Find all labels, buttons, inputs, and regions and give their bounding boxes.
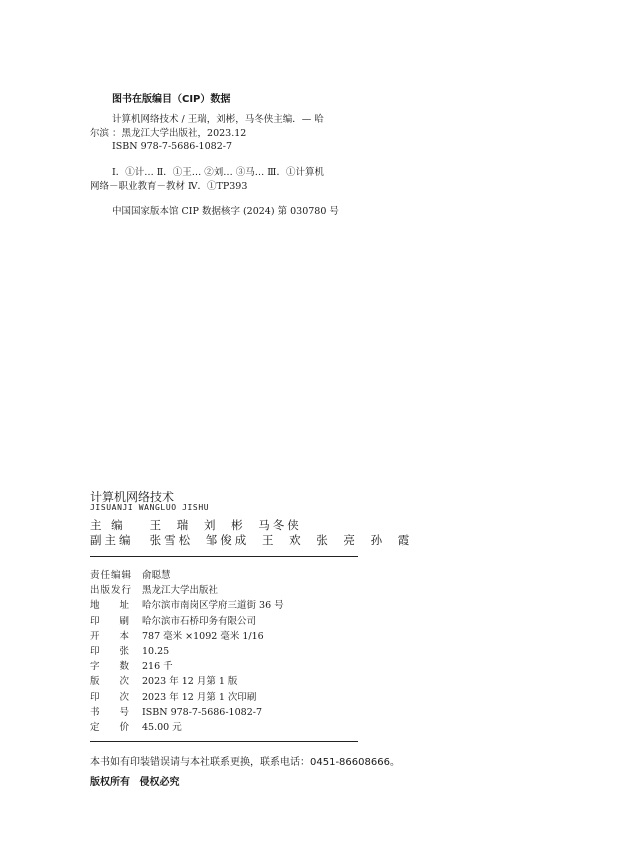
chief-editor-label: 主 编 bbox=[90, 518, 126, 532]
divider-top bbox=[90, 556, 358, 557]
chief-editor-names: 王 瑞 刘 彬 马冬侠 bbox=[149, 518, 302, 532]
book-pinyin: JISUANJI WANGLUO JISHU bbox=[90, 503, 210, 512]
info-row-isbn bbox=[90, 705, 284, 720]
info-value: 216 千 bbox=[142, 661, 173, 673]
cip-line-publisher: 尔滨 ：黑龙江大学出版社，2023.12 bbox=[90, 127, 247, 139]
info-value: ISBN 978-7-5686-1082-7 bbox=[142, 706, 262, 718]
info-row-publisher bbox=[90, 583, 284, 598]
info-label: 印 次 bbox=[90, 691, 130, 703]
info-label: 印 刷 bbox=[90, 615, 130, 627]
copyright-notice: 版权所有 侵权必究 bbox=[90, 777, 180, 788]
divider-bottom bbox=[90, 741, 358, 742]
cip-line-category: 网络－职业教育－教材 Ⅳ．①TP393 bbox=[90, 180, 248, 192]
info-label: 书 号 bbox=[90, 706, 130, 718]
cip-classification bbox=[90, 166, 390, 193]
info-value: 787 毫米 ×1092 毫米 1/16 bbox=[142, 630, 264, 642]
info-label: 开 本 bbox=[90, 630, 130, 642]
info-label: 出版发行 bbox=[90, 585, 133, 597]
info-row-printer bbox=[90, 614, 284, 629]
cip-line-approval: 中国国家版本馆 CIP 数据核字 (2024) 第 030780 号 bbox=[112, 206, 339, 217]
info-label: 版 次 bbox=[90, 676, 130, 688]
cip-line-subject: Ⅰ．①计… Ⅱ．①王… ②刘… ③马… Ⅲ．①计算机 bbox=[112, 167, 324, 178]
info-label: 责任编辑 bbox=[90, 570, 133, 581]
cip-approval bbox=[90, 205, 390, 219]
info-row-address bbox=[90, 598, 284, 613]
info-value: 10.25 bbox=[142, 646, 170, 658]
deputy-editor-names: 张雪松 邹俊成 王 欢 张 亮 孙 霞 bbox=[149, 533, 413, 547]
info-row-editor bbox=[90, 568, 284, 583]
info-value: 45.00 元 bbox=[142, 722, 182, 734]
deputy-editor-label: 副主编 bbox=[90, 533, 134, 547]
info-row-sheets bbox=[90, 644, 284, 659]
info-value: 哈尔滨市石桥印务有限公司 bbox=[142, 615, 257, 627]
publication-info bbox=[90, 568, 284, 735]
book-title: 计算机网络技术 bbox=[90, 490, 175, 504]
info-row-price bbox=[90, 720, 284, 735]
cip-line-title: 计算机网络技术 / 王瑞，刘彬，马冬侠主编．— 哈 bbox=[112, 114, 324, 125]
info-row-printing bbox=[90, 690, 284, 705]
chief-editors-row bbox=[90, 517, 302, 533]
cip-heading: 图书在版编目（CIP）数据 bbox=[112, 94, 231, 105]
info-row-wordcount bbox=[90, 659, 284, 674]
info-value: 哈尔滨市南岗区学府三道街 36 号 bbox=[142, 600, 284, 612]
cip-line-isbn: ISBN 978-7-5686-1082-7 bbox=[112, 141, 232, 152]
info-value: 2023 年 12 月第 1 版 bbox=[142, 676, 238, 688]
replacement-notice: 本书如有印装错误请与本社联系更换，联系电话：0451-86608666。 bbox=[90, 757, 400, 768]
cip-record bbox=[90, 113, 390, 154]
info-row-edition bbox=[90, 674, 284, 689]
info-value: 2023 年 12 月第 1 次印刷 bbox=[142, 691, 257, 703]
deputy-editors-row bbox=[90, 532, 412, 548]
info-row-format bbox=[90, 629, 284, 644]
info-value: 俞聪慧 bbox=[142, 570, 171, 581]
info-label: 字 数 bbox=[90, 661, 130, 673]
info-label: 印 张 bbox=[90, 646, 130, 658]
info-value: 黑龙江大学出版社 bbox=[142, 585, 219, 597]
info-label: 定 价 bbox=[90, 722, 130, 734]
info-label: 地 址 bbox=[90, 600, 130, 612]
